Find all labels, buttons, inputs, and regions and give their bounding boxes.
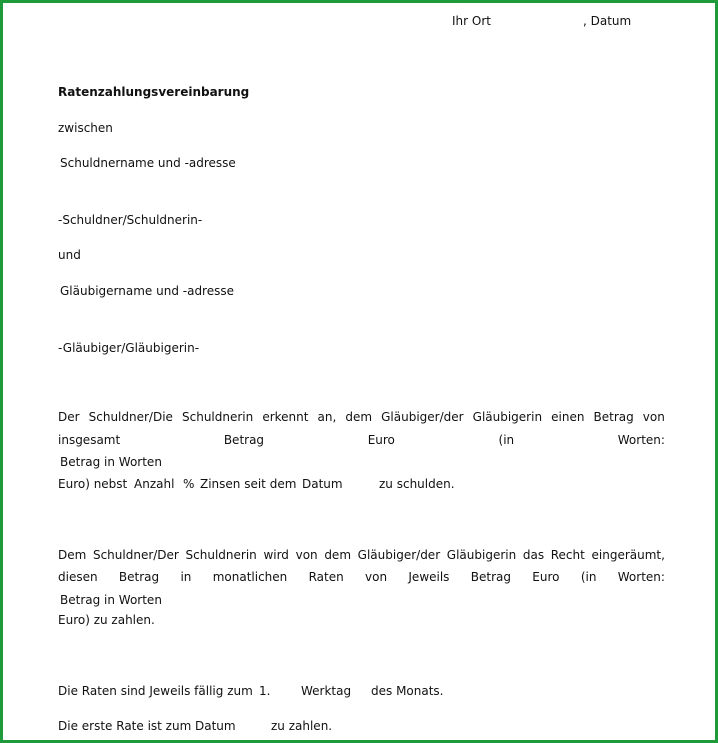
para1-word: Euro [367, 433, 395, 447]
para1-word: Betrag [223, 433, 265, 447]
para2-word: (in [580, 570, 597, 584]
para2-word: Gläubigerin [446, 548, 517, 562]
para2-word: Dem [58, 548, 87, 562]
para4-text-c: zu zahlen. [271, 719, 333, 733]
para2-word: von [295, 548, 318, 562]
para1-word: dem [345, 410, 373, 424]
para1-word: Gläubiger/der [381, 410, 464, 424]
para1-word: Worten: [617, 433, 665, 447]
para1-word: erkennt [262, 410, 309, 424]
between-text: zwischen [58, 121, 113, 135]
para1-word: Gläubigerin [472, 410, 543, 424]
creditor-name-address: Gläubigername und -adresse [60, 284, 234, 298]
para1-percent: % [183, 477, 195, 491]
para1-word: Betrag [593, 410, 634, 424]
para2-word: wird [263, 548, 289, 562]
para4-text-a: Die erste Rate ist zum [58, 719, 192, 733]
para1-word: (in [498, 433, 515, 447]
para2-line2 [58, 569, 665, 585]
debtor-name-address: Schuldnername und -adresse [60, 156, 236, 170]
para1-line2 [58, 432, 665, 448]
para2-word: dem [324, 548, 352, 562]
para2-word: Recht [550, 548, 585, 562]
para1-line4-f: zu schulden. [379, 477, 455, 491]
para2-word: diesen [58, 570, 98, 584]
para2-line4: Euro) zu zahlen. [58, 613, 155, 627]
para2-word: das [522, 548, 545, 562]
para1-word: einen [551, 410, 585, 424]
para1-amount-in-words: Betrag in Worten [60, 455, 162, 469]
para2-word: Gläubiger/der [357, 548, 441, 562]
para1-rate-field: Anzahl [134, 477, 175, 491]
para2-word: Betrag [118, 570, 160, 584]
document-title: Ratenzahlungsvereinbarung [58, 85, 250, 99]
para1-line4-a: Euro) nebst [58, 477, 128, 491]
para3-workday-field: Werktag [301, 684, 352, 698]
and-text: und [58, 248, 81, 262]
para1-line1 [58, 409, 665, 425]
para2-word: Worten: [617, 570, 665, 584]
para2-word: in [180, 570, 192, 584]
para1-line4-d: Zinsen seit dem [200, 477, 297, 491]
para2-word: Jeweils [408, 570, 450, 584]
para1-word: von [642, 410, 665, 424]
para2-word: Schuldner/Der [92, 548, 179, 562]
creditor-role: -Gläubiger/Gläubigerin- [58, 341, 200, 355]
para1-word: an, [317, 410, 337, 424]
para3-text-a: Die Raten sind Jeweils fällig zum [58, 684, 253, 698]
para2-word: Betrag [470, 570, 511, 584]
para2-word: eingeräumt, [591, 548, 665, 562]
para2-word: Raten [308, 570, 344, 584]
header-date: , Datum [583, 14, 632, 28]
para2-amount-in-words: Betrag in Worten [60, 593, 162, 607]
para2-line1 [58, 547, 665, 563]
para3-text-d: des Monats. [371, 684, 444, 698]
header-place: Ihr Ort [452, 14, 491, 28]
para2-word: Euro [532, 570, 560, 584]
para1-word: Der [58, 410, 80, 424]
para1-word: Schuldnerin [182, 410, 254, 424]
para1-word: Schuldner/Die [88, 410, 173, 424]
para2-word: Schuldnerin [185, 548, 257, 562]
para4-date-field: Datum [195, 719, 236, 733]
para2-word: von [365, 570, 388, 584]
para2-word: monatlichen [212, 570, 288, 584]
para1-word: insgesamt [58, 433, 121, 447]
para1-date-field: Datum [302, 477, 343, 491]
para3-day-field: 1. [259, 684, 271, 698]
debtor-role: -Schuldner/Schuldnerin- [58, 213, 203, 227]
